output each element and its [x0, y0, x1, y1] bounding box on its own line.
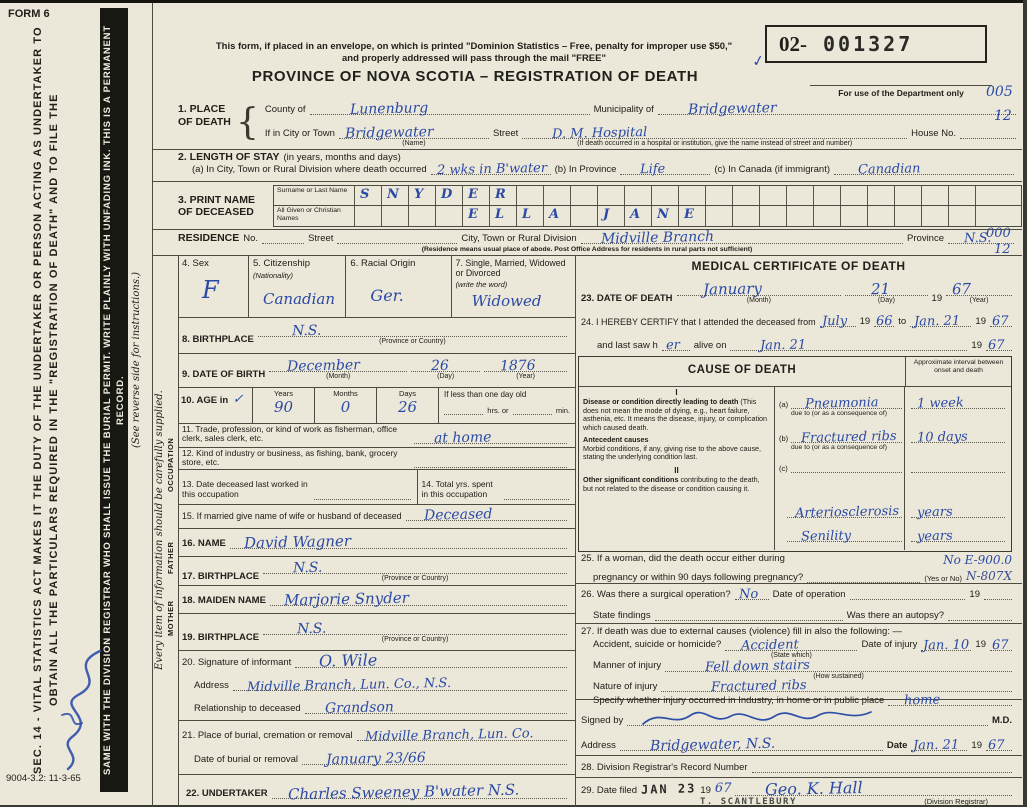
- letter-box: [516, 186, 543, 205]
- father-side-label: FATHER: [166, 541, 175, 574]
- field-physician-signed: Signed by M.D. Address Bridgewater, N.S. Date Jan. 21 19 67: [575, 700, 1022, 756]
- letter-box: [597, 186, 624, 205]
- letter-box: [354, 206, 381, 226]
- residence-note: (Residence means usual place of abode. Post Office Address for residents in rural parts not sufficient): [421, 246, 753, 253]
- letter-box: [840, 186, 867, 205]
- letter-box: Y: [408, 186, 435, 205]
- letter-box: [921, 206, 948, 226]
- due-to-note-1: due to (or as a consequence of): [791, 410, 887, 417]
- field-date-last-worked: 13. Date deceased last worked in this occupation: [178, 470, 417, 504]
- house-no-value: [960, 127, 1016, 139]
- residence-no-value: [262, 232, 304, 244]
- letter-box: [408, 206, 435, 226]
- injury-date: Jan. 10: [923, 637, 970, 654]
- margin-ink-scribble: [48, 645, 122, 780]
- cause-of-death-box: [578, 356, 1012, 552]
- residence-province-label: Province: [907, 233, 944, 244]
- stay-canada-label: (c) In Canada (if immigrant): [714, 164, 831, 175]
- division-registrar-sub: (Division Registrar): [924, 797, 988, 806]
- field-pregnancy: 25. If a woman, did the death occur either during No E-900.0 pregnancy or within 90 days following pregnancy? (Yes or No) N-807X: [575, 552, 1022, 584]
- informant-relationship: Grandson: [305, 702, 567, 714]
- surname-boxes: [354, 186, 1021, 205]
- letter-box: [570, 206, 597, 226]
- residence-no-label: No.: [243, 233, 259, 244]
- letter-box: [759, 186, 786, 205]
- last-saw-her: er: [662, 339, 690, 351]
- field-place-of-death: [152, 98, 1022, 150]
- field-length-of-stay: [152, 150, 1022, 182]
- citizenship-value: Canadian: [263, 290, 336, 308]
- letter-box: [732, 206, 759, 226]
- findings-answer: [655, 609, 843, 621]
- due-to-note-2: due to (or as a consequence of): [791, 444, 887, 451]
- letter-box: [732, 186, 759, 205]
- burial-place: Midville Branch, Lun. Co.: [357, 729, 567, 741]
- stay-province-value: Life: [620, 163, 710, 175]
- signed-date: Jan. 21: [911, 739, 967, 751]
- age-less-than-one-day: If less than one day old hrs. or min.: [438, 388, 575, 423]
- serial-prefix: 02-: [779, 31, 807, 56]
- street-label: Street: [492, 128, 519, 139]
- letter-box: E: [462, 186, 489, 205]
- letter-box: [894, 206, 921, 226]
- letter-box: [786, 206, 813, 226]
- field-print-name: [152, 182, 1022, 230]
- field-date-of-birth: 9. DATE OF BIRTH December (Month) 26 (Day) 1876 (Year): [178, 354, 575, 388]
- letter-box: L: [516, 206, 543, 226]
- mail-note: This form, if placed in an envelope, on which is printed "Dominion Statistics – Free, penalty for improper use $50," and properly addressed will pass through the mail "FREE": [215, 41, 733, 65]
- field-undertaker: 22. UNDERTAKER Charles Sweeney B'water N.S.: [178, 775, 575, 807]
- stay-city-label: (a) In City, Town or Rural Division where death occurred: [192, 164, 427, 175]
- residence-label: RESIDENCE: [178, 232, 240, 244]
- print-name-label: 3. PRINT NAME OF DECEASED: [178, 193, 256, 218]
- length-of-stay-label: 2. LENGTH OF STAY: [178, 151, 280, 163]
- informant-signature: O. Wile: [295, 656, 567, 668]
- length-of-stay-sub: (in years, months and days): [283, 152, 401, 163]
- dept-code-2: 12: [994, 108, 1012, 124]
- cause-line-c: (c): [775, 461, 1011, 473]
- field-external-causes: 27. If death was due to external causes (violence) fill in also the following: — Accident, suicide or homicide? Accident (State which) Date of injury Jan. 10 19 67 Manner of injury Fell down stairs (How sustained) Nature of injury Fractured ribs Specify whether injury occurred in Industry, in home or in public place home: [575, 624, 1022, 700]
- letter-box: [678, 186, 705, 205]
- city-town-value: Bridgewater (Name): [339, 127, 489, 147]
- letter-box: [921, 186, 948, 205]
- attended-to: Jan. 21: [910, 315, 971, 327]
- form-title: PROVINCE OF NOVA SCOTIA – REGISTRATION OF DEATH: [251, 68, 699, 85]
- field-registrar-record-number: 28. Division Registrar's Record Number: [575, 756, 1022, 778]
- cause-line-a: (a) Pneumonia 1 week: [775, 397, 1011, 409]
- letter-box: [435, 206, 462, 226]
- letter-box: [975, 186, 1002, 205]
- residence-street-value: [337, 232, 457, 244]
- field-date-of-death: 23. DATE OF DEATH January (Month) 21 (Day) 19 67 (Year): [575, 276, 1022, 312]
- serial-number-stamp: 001327: [823, 32, 914, 56]
- letter-box: [840, 206, 867, 226]
- letter-box: A: [543, 206, 570, 226]
- county-value: Lunenburg: [310, 103, 590, 115]
- letter-box: R: [489, 186, 516, 205]
- field-informant: 20. Signature of informant O. Wile Address Midville Branch, Lun. Co., N.S. Relationship to deceased Grandson: [178, 651, 575, 721]
- interval-column-header: Approximate interval between onset and death: [905, 357, 1011, 386]
- attended-from: July: [820, 315, 856, 327]
- city-town-label: If in City or Town: [264, 128, 335, 139]
- house-no-label: House No.: [911, 128, 956, 139]
- injury-location: home: [888, 694, 1012, 706]
- mother-side-label: MOTHER: [166, 600, 175, 637]
- municipality-value: Bridgewater: [658, 103, 1016, 115]
- stay-canada-value: Canadian: [834, 163, 1014, 175]
- letter-box: [570, 186, 597, 205]
- field-total-years-occupation: 14. Total yrs. spent in this occupation: [417, 470, 575, 504]
- letter-box: [786, 186, 813, 205]
- code-annotation-top: No E-900.0: [943, 553, 1012, 567]
- letter-box: A: [624, 206, 651, 226]
- letter-box: [948, 186, 975, 205]
- manner-of-injury: Fell down stairs (How sustained): [665, 659, 1012, 680]
- field-spouse-name: 15. If married give name of wife or husband of deceased Deceased: [178, 505, 575, 529]
- residence-city-value: Midville Branch: [581, 232, 903, 244]
- dept-use-note: For use of the Department only: [810, 85, 992, 98]
- letter-box: [543, 186, 570, 205]
- operation-answer: No: [735, 588, 769, 600]
- letter-box: S: [354, 186, 381, 205]
- letter-box: [624, 186, 651, 205]
- letter-box: E: [678, 206, 705, 226]
- field-father-name: 16. NAME David Wagner: [178, 529, 575, 557]
- letter-box: [651, 186, 678, 205]
- row-13-14: [178, 470, 575, 505]
- field-certify: 24. I HEREBY CERTIFY that I attended the deceased from July 19 66 to Jan. 21 19 67 and last saw h er alive on Jan. 21 19 67: [575, 312, 1022, 356]
- last-saw-alive-date: Jan. 21: [730, 339, 967, 351]
- field-residence: [152, 230, 1022, 256]
- field-trade-profession: 11. Trade, profession, or kind of work as fisherman, office clerk, sales clerk, etc. at home: [178, 424, 575, 448]
- field-industry: 12. Kind of industry or business, as fishing, bank, grocery store, etc.: [178, 448, 575, 470]
- letter-box: N: [381, 186, 408, 205]
- letter-box: J: [597, 206, 624, 226]
- supply-note: Every item of information should be carefully supplied.: [154, 390, 165, 671]
- duty-notice-inverted: SAME WITH THE DIVISION REGISTRAR WHO SHALL ISSUE THE BURIAL PERMIT. WRITE PLAINLY WITH UNFADING INK. THIS IS A PERMANENT RECORD.: [100, 8, 128, 792]
- ink-check-mark: ✓: [750, 52, 767, 71]
- letter-box: [705, 186, 732, 205]
- age-years: Years 90: [252, 388, 314, 423]
- interval-column-rule: [904, 387, 905, 550]
- brace: {: [236, 102, 259, 143]
- letter-box: [948, 206, 975, 226]
- cause-line-b: (b) Fractured ribs 10 days: [775, 431, 1011, 443]
- scan-edge-top: [0, 0, 1027, 3]
- record-number-value: [752, 761, 1012, 773]
- field-mother-maiden-name: 18. MAIDEN NAME Marjorie Snyder: [178, 586, 575, 614]
- nature-of-injury: Fractured ribs: [661, 680, 1012, 692]
- stay-province-label: (b) In Province: [554, 164, 617, 175]
- age-days: Days 26: [376, 388, 438, 423]
- place-of-death-label: 1. PLACE OF DEATH: [178, 103, 231, 128]
- field-burial: 21. Place of burial, cremation or removal Midville Branch, Lun. Co. Date of burial or removal January 23/66: [178, 721, 575, 775]
- field-age: [178, 388, 575, 424]
- physician-signature-line: [627, 710, 988, 726]
- form-number: FORM 6: [8, 8, 50, 20]
- street-value: D. M. Hospital (If death occurred in a hospital or institution, give the name instead of street and number): [522, 127, 907, 147]
- registrar-signature: Geo. K. Hall: [735, 784, 1012, 796]
- field-racial-origin: 6. Racial Origin Ger.: [345, 256, 450, 317]
- dept-code-1: 005: [986, 84, 1013, 100]
- stay-city-value: 2 wks in B'water: [431, 163, 551, 175]
- occupation-side-label: OCCUPATION: [166, 437, 175, 492]
- letter-box: E: [462, 206, 489, 226]
- residence-street-label: Street: [308, 233, 334, 244]
- age-months: Months 0: [314, 388, 376, 423]
- letter-box: [381, 206, 408, 226]
- dept-code-4: 12: [994, 242, 1011, 257]
- registrar-name-stamp: T. SCANTLEBURY: [700, 797, 797, 807]
- age-check-mark: ✓: [232, 392, 244, 407]
- field-surgical-operation: 26. Was there a surgical operation? No Date of operation 19 State findings Was there an autopsy?: [575, 584, 1022, 624]
- see-reverse-note: (See reverse side for instructions.): [131, 271, 142, 449]
- letter-box: [705, 206, 732, 226]
- letter-box: [759, 206, 786, 226]
- marital-status-value: Widowed: [471, 292, 542, 310]
- racial-origin-value: Ger.: [370, 286, 404, 305]
- letter-box: L: [489, 206, 516, 226]
- undertaker-value: Charles Sweeney B'water N.S.: [272, 787, 567, 799]
- residence-province-value: N.S.: [948, 232, 1014, 244]
- sex-value: F: [202, 276, 219, 304]
- letter-box: N: [651, 206, 678, 226]
- field-birthplace-deceased: 8. BIRTHPLACE N.S. (Province or Country): [178, 318, 575, 354]
- informant-address: Midville Branch, Lun. Co., N.S.: [233, 679, 567, 691]
- field-marital-status: 7. Single, Married, Widowed or Divorced (write the word) Widowed: [451, 256, 575, 317]
- letter-box: [867, 206, 894, 226]
- date-filed-stamp: JAN 23: [640, 781, 697, 797]
- dept-code-3: 000: [986, 226, 1011, 241]
- letter-box: [813, 186, 840, 205]
- code-annotation-bottom: N-807X: [965, 569, 1012, 583]
- accident-answer: Accident (State which): [725, 637, 857, 659]
- residence-city-label: City, Town or Rural Division: [461, 233, 577, 244]
- cause-of-death-title: CAUSE OF DEATH: [687, 364, 797, 376]
- field-date-filed: 29. Date filed JAN 23 19 67 Geo. K. Hall T. SCANTLEBURY (Division Registrar): [575, 778, 1022, 807]
- medical-certificate-title: MEDICAL CERTIFICATE OF DEATH: [691, 259, 906, 273]
- serial-number-box: [765, 25, 987, 63]
- age-label: 10. AGE in ✓: [181, 392, 244, 407]
- physician-address: Bridgewater, N.S.: [620, 739, 883, 751]
- municipality-label: Municipality of: [593, 104, 654, 115]
- field-sex: 4. Sex F: [182, 258, 219, 304]
- pregnancy-answer: [807, 571, 920, 583]
- letter-box: D: [435, 186, 462, 205]
- letter-box: [813, 206, 840, 226]
- letter-box: [867, 186, 894, 205]
- other-condition-1: Arteriosclerosis years: [775, 506, 1011, 518]
- given-names-label: All Given or Christian Names: [277, 206, 341, 222]
- field-mother-birthplace: 19. BIRTHPLACE N.S. (Province or Country): [178, 614, 575, 651]
- letter-box: [894, 186, 921, 205]
- autopsy-answer: [948, 609, 1012, 621]
- print-code: 9004-3.2: 11-3-65: [6, 773, 81, 784]
- other-condition-2: Senility years: [775, 530, 1011, 542]
- surname-label: Surname or Last Name: [277, 186, 348, 194]
- given-names-boxes: [354, 206, 1021, 226]
- date-filed-year: 67: [714, 781, 732, 796]
- county-label: County of: [264, 104, 306, 115]
- scan-edge-right: [1023, 0, 1027, 807]
- cause-entries: [775, 387, 1011, 550]
- field-father-birthplace: 17. BIRTHPLACE N.S. (Province or Country): [178, 557, 575, 586]
- burial-date: January 23/66: [302, 753, 567, 765]
- physician-signature: [639, 706, 879, 730]
- cause-instructions: I Disease or condition directly leading to death (This does not mean the mode of dying, e.g., heart failure, asthenia, etc. It means the disease, injury, or complication which caused death. Antecedent causes Morbid conditions, if any, giving rise to the above cause, stating the underlying condition last. II Other significant conditions contributing to the death, but not related to the disease or condition causing it.: [579, 387, 775, 550]
- letter-box: [975, 206, 1002, 226]
- field-citizenship: 5. Citizenship (Nationality) Canadian: [248, 256, 345, 317]
- duty-notice: SEC. 14 - VITAL STATISTICS ACT MAKES IT THE DUTY OF THE UNDERTAKER OR PERSON ACTING AS UNDERTAKER TO OBTAIN ALL THE PARTICULARS REQUIRED IN THE "REGISTRATION OF DEATH" AND TO FILE THE: [32, 26, 60, 774]
- row-4-to-7: [178, 256, 575, 318]
